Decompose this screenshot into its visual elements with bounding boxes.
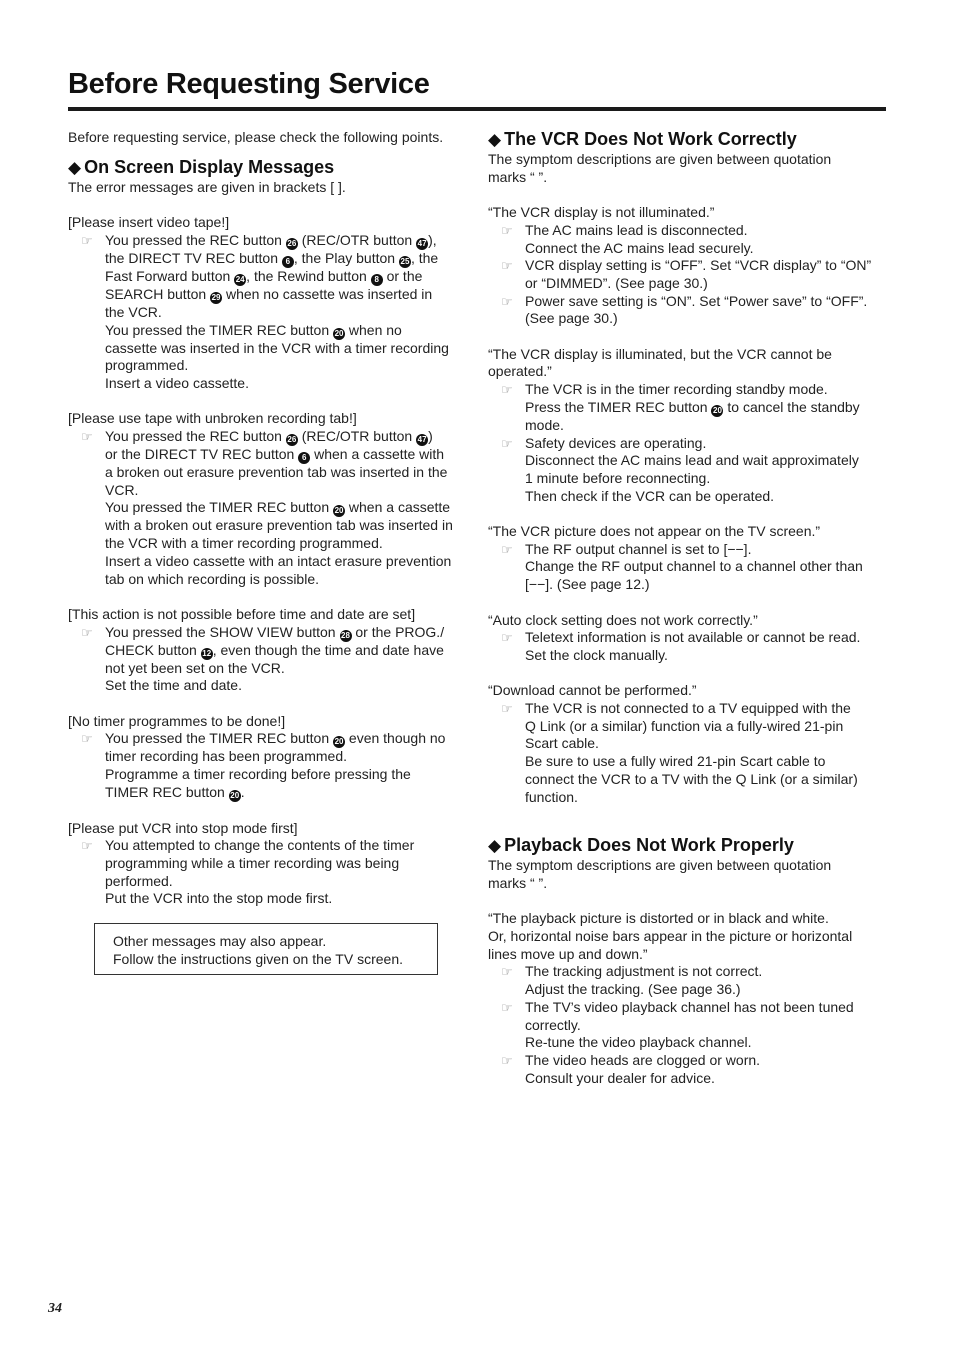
symptom-line: “The VCR display is illuminated, but the VCR cannot be xyxy=(488,345,832,362)
bullet-line xyxy=(105,624,470,642)
bullet-line xyxy=(525,1017,888,1035)
bullet-line xyxy=(525,1052,888,1070)
notice-box xyxy=(94,923,438,975)
text-run: or “DIMMED”. (See page 30.) xyxy=(525,274,708,291)
text-run: Consult your dealer for advice. xyxy=(525,1069,715,1086)
bullet-item xyxy=(488,293,888,328)
description-line: The symptom descriptions are given between quotation xyxy=(488,857,832,874)
bullet-item xyxy=(68,730,470,801)
text-run: when no xyxy=(345,321,402,338)
text-run: Scart cable. xyxy=(525,735,599,752)
pointing-hand-icon: ☞ xyxy=(501,258,513,274)
bullet-line xyxy=(525,735,888,753)
notice-line: Follow the instructions given on the TV screen. xyxy=(113,950,404,967)
text-run: even though no xyxy=(345,730,446,747)
bullet-line xyxy=(525,435,888,453)
bullet-item xyxy=(488,257,888,292)
bullet-line xyxy=(105,357,470,375)
text-run: Adjust the tracking. (See page 36.) xyxy=(525,981,741,998)
bullet-line xyxy=(105,660,470,678)
section-description: The error messages are given in brackets [ ]. xyxy=(68,178,346,195)
bullet-line xyxy=(105,571,470,589)
symptom-entry xyxy=(488,523,888,594)
bullet-item xyxy=(68,232,470,393)
text-run: Set the time and date. xyxy=(105,677,242,694)
pointing-hand-icon: ☞ xyxy=(501,222,513,238)
bullet-line xyxy=(105,428,470,446)
button-number-badge: 26 xyxy=(287,238,297,248)
message-label: [No timer programmes to be done!] xyxy=(68,712,286,729)
pointing-hand-icon: ☞ xyxy=(81,838,93,854)
pointing-hand-icon: ☞ xyxy=(81,624,93,640)
bullet-item xyxy=(488,435,888,506)
bullet-item xyxy=(488,700,888,806)
bullet-line xyxy=(525,647,888,665)
symptom-text xyxy=(488,523,888,541)
text-run: Put the VCR into the stop mode first. xyxy=(105,890,333,907)
text-run: tab on which recording is possible. xyxy=(105,570,320,587)
bullet-line xyxy=(525,1070,888,1088)
text-run: Re-tune the video playback channel. xyxy=(525,1034,752,1051)
text-run: You pressed the REC button xyxy=(105,428,286,444)
pointing-hand-icon: ☞ xyxy=(501,701,513,717)
text-run: Then check if the VCR can be operated. xyxy=(525,487,775,504)
text-run: Power save setting is “ON”. Set “Power save” to “OFF”. xyxy=(525,292,868,309)
button-number-badge: 20 xyxy=(713,405,722,415)
text-run: [−−]. (See page 12.) xyxy=(525,576,650,593)
bullet-line xyxy=(105,535,470,553)
button-number-badge: 24 xyxy=(235,274,245,284)
text-run: when a cassette with xyxy=(310,446,445,462)
pointing-hand-icon: ☞ xyxy=(501,1052,513,1068)
text-run: The VCR is not connected to a TV equipped with the xyxy=(525,700,851,717)
symptom-line: “The playback picture is distorted or in black and white. xyxy=(488,910,829,927)
text-run: Be sure to use a fully wired 21-pin Scart cable to xyxy=(525,753,826,770)
text-run: SEARCH button xyxy=(105,285,211,302)
message-list xyxy=(68,214,470,908)
bullet-line xyxy=(105,340,470,358)
title-rule xyxy=(68,107,886,111)
bullet-line xyxy=(105,446,470,464)
symptom-line: “The VCR display is not illuminated.” xyxy=(488,204,715,221)
section xyxy=(488,834,888,1087)
text-run: ) xyxy=(428,428,433,444)
text-run: The RF output channel is set to [−−]. xyxy=(525,540,752,557)
button-number-badge: 20 xyxy=(334,328,344,338)
bullet-line xyxy=(105,322,470,340)
section xyxy=(488,128,888,806)
bullet-line xyxy=(105,642,470,660)
message-entry xyxy=(68,410,470,588)
text-run: not yet been set on the VCR. xyxy=(105,659,285,676)
pointing-hand-icon: ☞ xyxy=(501,630,513,646)
bullet-line xyxy=(105,837,470,855)
bullet-item xyxy=(68,624,470,695)
symptom-line: operated.” xyxy=(488,363,552,380)
diamond-icon: ◆ xyxy=(68,157,82,177)
text-run: The TV’s video playback channel has not been tuned xyxy=(525,998,854,1015)
description-line: The symptom descriptions are given between quotation xyxy=(488,151,832,167)
section-heading xyxy=(488,128,888,151)
bullet-line xyxy=(105,232,470,250)
text-run: Q Link (or a similar) function via a fully-wired 21-pin xyxy=(525,717,844,734)
right-column xyxy=(488,128,888,1087)
symptom-line: “The VCR picture does not appear on the TV screen.” xyxy=(488,523,821,540)
bullet-line xyxy=(525,753,888,771)
text-run: Connect the AC mains lead securely. xyxy=(525,239,754,256)
section-heading-text: Playback Does Not Work Properly xyxy=(504,835,794,856)
page-title: Before Requesting Service xyxy=(68,68,430,100)
bullet-line xyxy=(525,399,888,417)
button-number-badge: 28 xyxy=(341,630,350,640)
bullet-line xyxy=(105,766,470,784)
bullet-item xyxy=(488,1052,888,1087)
symptom-text xyxy=(488,910,888,963)
text-run: performed. xyxy=(105,872,173,889)
diamond-icon: ◆ xyxy=(488,130,502,149)
message-label: [Please use tape with unbroken recording tab!] xyxy=(68,410,357,427)
button-number-badge: 12 xyxy=(202,648,212,658)
text-run: ), xyxy=(428,231,437,248)
bullet-item xyxy=(68,428,470,588)
bullet-item xyxy=(488,963,888,998)
bullet-line xyxy=(525,629,888,647)
bullet-line xyxy=(105,482,470,500)
bullet-line xyxy=(525,310,888,328)
text-run: a broken out erasure prevention tab was inserted in the xyxy=(105,464,448,480)
button-number-badge: 6 xyxy=(298,452,310,464)
bullet-line xyxy=(525,488,888,506)
bullet-line xyxy=(525,452,888,470)
bullet-line xyxy=(105,890,470,908)
text-run: programmed. xyxy=(105,357,189,374)
bullet-line xyxy=(105,677,470,695)
text-run: when no cassette was inserted in xyxy=(222,285,433,302)
bullet-line xyxy=(105,873,470,891)
diamond-icon: ◆ xyxy=(488,836,502,856)
text-run: connect the VCR to a TV with the Q Link (or a similar) xyxy=(525,770,858,787)
button-number-badge: 26 xyxy=(287,435,297,444)
text-run: (REC/OTR button xyxy=(297,428,417,444)
text-run: the VCR. xyxy=(105,303,162,320)
pointing-hand-icon: ☞ xyxy=(501,382,513,398)
pointing-hand-icon: ☞ xyxy=(81,731,93,747)
page-number: 34 xyxy=(48,1301,62,1316)
symptom-entry xyxy=(488,910,888,1087)
message-label: [Please insert video tape!] xyxy=(68,214,230,231)
text-run: , even though the time and date have xyxy=(212,641,444,658)
bullet-line xyxy=(105,499,470,517)
message-entry xyxy=(68,820,470,909)
text-run: , the xyxy=(410,249,439,266)
bullet-line xyxy=(525,470,888,488)
text-run: Insert a video cassette with an intact erasure prevention xyxy=(105,552,452,569)
text-run: Programme a timer recording before pressing the xyxy=(105,766,411,783)
bullet-line xyxy=(525,771,888,789)
bullet-line xyxy=(525,275,888,293)
symptom-line: “Auto clock setting does not work correctly.” xyxy=(488,611,758,628)
button-number-badge: 25 xyxy=(400,256,410,266)
text-run: the DIRECT TV REC button xyxy=(105,249,282,266)
bullet-line xyxy=(525,1034,888,1052)
pointing-hand-icon: ☞ xyxy=(81,429,93,444)
bullet-line xyxy=(525,257,888,275)
section-heading-text: The VCR Does Not Work Correctly xyxy=(504,129,797,149)
text-run: Fast Forward button xyxy=(105,267,235,284)
text-run: function. xyxy=(525,788,578,805)
text-run: You pressed the SHOW VIEW button xyxy=(105,623,340,640)
text-run: timer recording has been programmed. xyxy=(105,748,348,765)
description-line: marks “ ”. xyxy=(488,874,548,891)
message-entry xyxy=(68,606,470,695)
message-label: [Please put VCR into stop mode first] xyxy=(68,819,298,836)
bullet-item xyxy=(488,541,888,594)
button-number-badge: 8 xyxy=(371,274,383,286)
bullet-line xyxy=(105,464,470,482)
text-run: , the Play button xyxy=(293,249,399,266)
button-number-badge: 47 xyxy=(417,238,427,248)
text-run: You pressed the TIMER REC button xyxy=(105,321,334,338)
text-run: TIMER REC button xyxy=(105,783,229,800)
text-run: with a broken out erasure prevention tab was inserted in xyxy=(105,517,453,534)
bullet-line xyxy=(525,541,888,559)
text-run: The tracking adjustment is not correct. xyxy=(525,963,763,980)
pointing-hand-icon: ☞ xyxy=(501,999,513,1015)
text-run: You pressed the REC button xyxy=(105,231,286,248)
text-run: when a cassette xyxy=(345,499,451,516)
text-run: Safety devices are operating. xyxy=(525,434,707,451)
text-run: Set the clock manually. xyxy=(525,646,668,663)
text-run: programming while a timer recording was being xyxy=(105,854,400,871)
button-number-badge: 20 xyxy=(334,737,344,747)
bullet-line xyxy=(105,553,470,571)
bullet-line xyxy=(525,240,888,258)
bullet-item xyxy=(488,381,888,434)
text-run: correctly. xyxy=(525,1016,581,1033)
symptom-entry xyxy=(488,612,888,665)
bullet-item xyxy=(488,629,888,664)
text-run: . xyxy=(240,783,245,800)
symptom-line: “Download cannot be performed.” xyxy=(488,682,697,699)
bullet-line xyxy=(525,222,888,240)
text-run: Change the RF output channel to a channel other than xyxy=(525,558,863,575)
bullet-line xyxy=(105,250,470,268)
section-heading xyxy=(488,834,888,857)
bullet-item xyxy=(488,222,888,257)
button-number-badge: 20 xyxy=(230,790,240,800)
pointing-hand-icon: ☞ xyxy=(501,293,513,309)
bullet-line xyxy=(525,417,888,435)
notice-line: Other messages may also appear. xyxy=(113,933,327,949)
text-run: or the DIRECT TV REC button xyxy=(105,446,299,462)
text-run: Disconnect the AC mains lead and wait approximately xyxy=(525,452,859,469)
button-number-badge: 47 xyxy=(417,435,427,444)
bullet-line xyxy=(105,304,470,322)
button-number-badge: 20 xyxy=(334,506,344,516)
bullet-line xyxy=(525,700,888,718)
pointing-hand-icon: ☞ xyxy=(81,232,93,248)
bullet-line xyxy=(105,268,470,286)
bullet-line xyxy=(525,789,888,807)
text-run: You attempted to change the contents of the timer xyxy=(105,837,415,854)
bullet-line xyxy=(105,375,470,393)
text-run: to cancel the standby xyxy=(723,398,860,415)
text-run: (REC/OTR button xyxy=(297,231,417,248)
text-run: The video heads are clogged or worn. xyxy=(525,1051,761,1068)
section-heading xyxy=(68,156,470,179)
bullet-line xyxy=(105,286,470,304)
pointing-hand-icon: ☞ xyxy=(501,964,513,980)
symptom-entry xyxy=(488,682,888,806)
bullet-line xyxy=(525,981,888,999)
text-run: or the PROG./ xyxy=(351,623,445,640)
bullet-line xyxy=(525,963,888,981)
bullet-line xyxy=(105,517,470,535)
symptom-text xyxy=(488,204,888,222)
pointing-hand-icon: ☞ xyxy=(501,541,513,557)
symptom-text xyxy=(488,612,888,630)
intro-text: Before requesting service, please check the following points. xyxy=(68,129,444,145)
text-run: cassette was inserted in the VCR with a timer recording xyxy=(105,339,449,356)
bullet-line xyxy=(525,293,888,311)
text-run: VCR display setting is “OFF”. Set “VCR display” to “ON” xyxy=(525,257,872,274)
text-run: the VCR with a timer recording programmed. xyxy=(105,535,383,552)
button-number-badge: 6 xyxy=(282,256,294,268)
bullet-line xyxy=(525,558,888,576)
text-run: , the Rewind button xyxy=(246,267,371,284)
symptom-line: Or, horizontal noise bars appear in the picture or horizontal xyxy=(488,928,853,945)
symptom-text xyxy=(488,682,888,700)
symptom-entry xyxy=(488,204,888,328)
text-run: The VCR is in the timer recording standby mode. xyxy=(525,381,828,398)
text-run: mode. xyxy=(525,416,564,433)
message-entry xyxy=(68,214,470,393)
bullet-line xyxy=(525,999,888,1017)
text-run: Teletext information is not available or cannot be read. xyxy=(525,629,861,646)
bullet-line xyxy=(105,748,470,766)
text-run: You pressed the TIMER REC button xyxy=(105,730,334,747)
button-number-badge: 29 xyxy=(211,292,221,302)
text-run: The AC mains lead is disconnected. xyxy=(525,221,748,238)
symptom-line: lines move up and down.” xyxy=(488,945,648,962)
bullet-line xyxy=(525,381,888,399)
message-label: [This action is not possible before time and date are set] xyxy=(68,605,416,622)
left-column xyxy=(68,128,470,908)
text-run: (See page 30.) xyxy=(525,310,618,327)
description-line: marks “ ”. xyxy=(488,168,548,185)
text-run: or the xyxy=(382,267,423,284)
bullet-line xyxy=(105,784,470,802)
bullet-line xyxy=(525,718,888,736)
bullet-line xyxy=(105,730,470,748)
text-run: Insert a video cassette. xyxy=(105,374,249,391)
bullet-line xyxy=(525,576,888,594)
pointing-hand-icon: ☞ xyxy=(501,435,513,451)
text-run: 1 minute before reconnecting. xyxy=(525,469,711,486)
text-run: You pressed the TIMER REC button xyxy=(105,499,334,516)
text-run: Press the TIMER REC button xyxy=(525,398,712,415)
message-entry xyxy=(68,713,470,802)
section-description xyxy=(488,151,888,186)
section-heading-text: On Screen Display Messages xyxy=(84,156,335,177)
section-description xyxy=(488,857,888,892)
symptom-text xyxy=(488,346,888,381)
bullet-item xyxy=(488,999,888,1052)
text-run: CHECK button xyxy=(105,641,201,658)
bullet-line xyxy=(105,855,470,873)
symptom-entry xyxy=(488,346,888,506)
bullet-item xyxy=(68,837,470,908)
text-run: VCR. xyxy=(105,481,139,498)
